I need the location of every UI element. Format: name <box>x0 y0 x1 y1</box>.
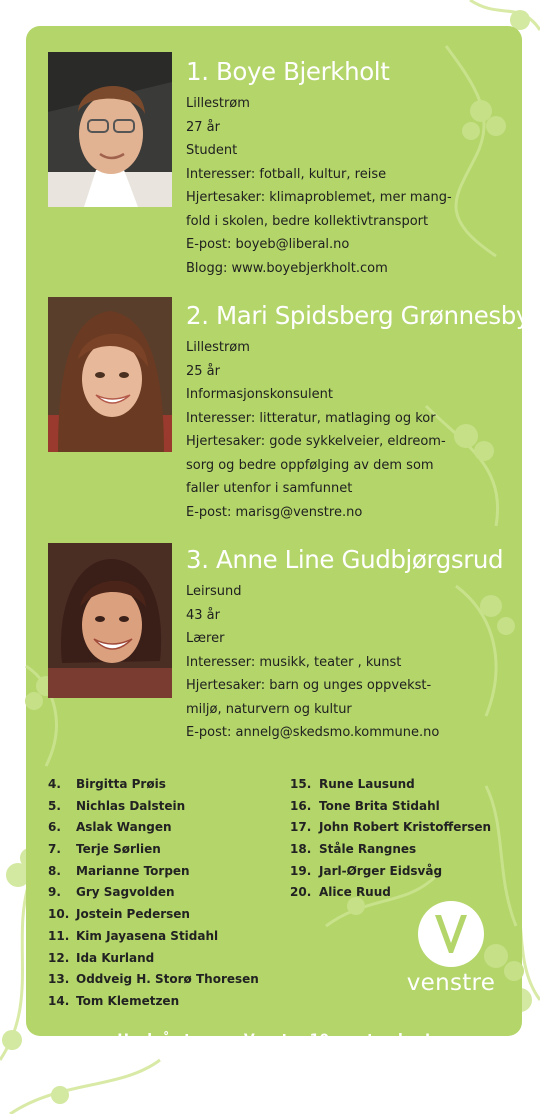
list-item: 4. Birgitta Prøis <box>48 777 166 791</box>
footer-slogan: Husk å stemme Venstre 10. september! <box>117 1032 431 1048</box>
list-item: 5. Nichlas Dalstein <box>48 798 186 813</box>
list-item: 18. Ståle Rangnes <box>290 842 417 857</box>
list-item: 20. Alice Ruud <box>290 885 391 900</box>
list-item: 13. Oddveig H. Storø Thoresen <box>48 972 259 987</box>
list-item: 9. Gry Sagvolden <box>48 885 175 900</box>
candidate-blog: Blogg: www.boyebjerkholt.com <box>186 260 388 276</box>
candidate-1-photo <box>48 52 172 207</box>
footer-url: skedsmo.venstre.no <box>194 1056 354 1072</box>
candidate-detail-line: Hjertesaker: barn og unges oppvekst- <box>186 678 432 693</box>
candidate-list-left <box>48 774 259 1013</box>
candidate-detail-line: Lærer <box>186 631 225 646</box>
candidate-detail-line: miljø, naturvern og kultur <box>186 701 352 717</box>
list-item: 19. Jarl-Ørger Eidsvåg <box>290 863 443 878</box>
candidate-detail-line: faller utenfor i samfunnet <box>186 481 353 496</box>
list-item: 12. Ida Kurland <box>48 950 155 965</box>
candidate-list-right <box>290 774 491 904</box>
list-item: 14. Tom Klemetzen <box>48 993 180 1008</box>
list-item: 10. Jostein Pedersen <box>48 907 190 922</box>
candidate-detail-line: Interesser: musikk, teater , kunst <box>186 654 402 670</box>
candidate-1-info <box>186 50 516 280</box>
candidate-detail-line: Lillestrøm <box>186 96 250 111</box>
candidate-detail-line: Leirsund <box>186 584 242 599</box>
candidate-detail-line: Lillestrøm <box>186 340 250 355</box>
venstre-v-icon <box>418 901 484 967</box>
candidate-email: E-post: boyeb@liberal.no <box>186 237 350 252</box>
candidate-detail-line: Hjertesaker: klimaproblemet, mer mang- <box>186 190 452 205</box>
list-item: 16. Tone Brita Stidahl <box>290 798 440 813</box>
candidate-2-photo <box>48 297 172 452</box>
candidate-detail-line: Student <box>186 143 238 158</box>
candidate-detail-line: sorg og bedre oppfølging av dem som <box>186 457 434 473</box>
candidate-detail-line: Interesser: litteratur, matlaging og kor <box>186 410 436 426</box>
candidate-3-photo <box>48 543 172 698</box>
candidate-name: 2. Mari Spidsberg Grønnesby <box>186 301 531 330</box>
candidate-detail-line: Informasjonskonsulent <box>186 387 333 402</box>
candidate-detail-line: 43 år <box>186 607 220 623</box>
list-item: 6. Aslak Wangen <box>48 820 172 835</box>
candidate-detail-line: Interesser: fotball, kultur, reise <box>186 166 387 182</box>
candidate-detail-line: 27 år <box>186 119 220 135</box>
candidate-3-info <box>186 538 516 745</box>
candidate-email: E-post: annelg@skedsmo.kommune.no <box>186 725 440 740</box>
candidate-card <box>26 26 531 1072</box>
list-item: 7. Terje Sørlien <box>48 842 161 857</box>
candidate-detail-line: Hjertesaker: gode sykkelveier, eldreom- <box>186 434 446 449</box>
list-item: 15. Rune Lausund <box>290 777 415 791</box>
logo-wordmark: venstre <box>406 970 496 996</box>
venstre-logo <box>396 901 506 996</box>
candidate-detail-line: 25 år <box>186 363 220 379</box>
list-item: 11. Kim Jayasena Stidahl <box>48 928 219 943</box>
list-item: 17. John Robert Kristoffersen <box>290 820 492 835</box>
candidate-2-info <box>186 294 531 524</box>
candidate-detail-line: fold i skolen, bedre kollektivtransport <box>186 213 429 229</box>
candidate-name: 1. Boye Bjerkholt <box>186 57 390 86</box>
list-item: 8. Marianne Torpen <box>48 863 190 878</box>
candidate-name: 3. Anne Line Gudbjørgsrud <box>186 545 504 574</box>
candidate-email: E-post: marisg@venstre.no <box>186 504 363 520</box>
